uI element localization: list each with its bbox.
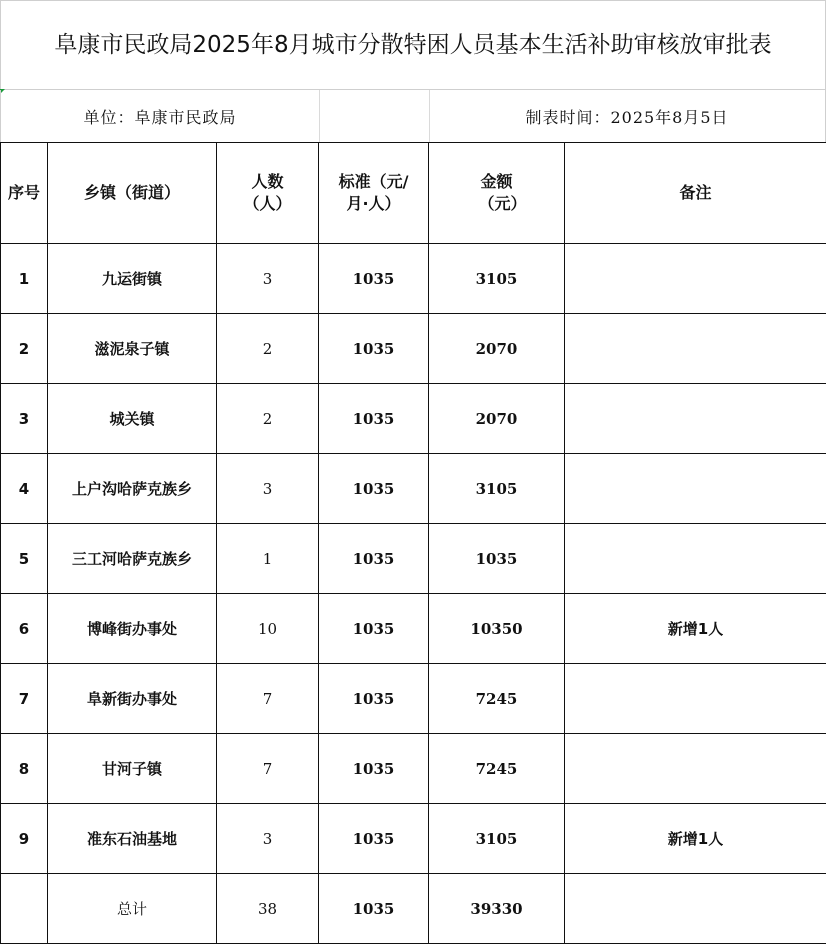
header-note: 备注 (565, 143, 826, 244)
total-label: 总计 (48, 874, 217, 944)
cell-town: 甘河子镇 (48, 734, 217, 804)
cell-amount: 1035 (429, 524, 565, 594)
cell-seq: 9 (1, 804, 48, 874)
table-row (1, 524, 826, 594)
cell-seq: 3 (1, 384, 48, 454)
cell-count: 2 (217, 314, 319, 384)
cell-amount: 7245 (429, 664, 565, 734)
cell-count: 1 (217, 524, 319, 594)
cell-note: 新增1人 (565, 594, 826, 664)
total-count: 38 (217, 874, 319, 944)
cell-standard: 1035 (319, 314, 429, 384)
header-count: 人数（人） (217, 143, 319, 244)
table-row (1, 734, 826, 804)
cell-standard: 1035 (319, 384, 429, 454)
unit-label: 单位：阜康市民政局 (83, 107, 237, 127)
cell-amount: 3105 (429, 454, 565, 524)
total-row (1, 874, 826, 944)
cell-amount: 3105 (429, 804, 565, 874)
table-row (1, 804, 826, 874)
cell-note (565, 314, 826, 384)
total-standard: 1035 (319, 874, 429, 944)
cell-amount: 10350 (429, 594, 565, 664)
table-row (1, 244, 826, 314)
cell-count: 7 (217, 664, 319, 734)
cell-count: 3 (217, 454, 319, 524)
cell-amount: 2070 (429, 384, 565, 454)
meta-row (0, 90, 826, 142)
cell-count: 10 (217, 594, 319, 664)
meta-divider (319, 90, 320, 142)
cell-count: 3 (217, 804, 319, 874)
header-amount: 金额（元） (429, 143, 565, 244)
cell-town: 滋泥泉子镇 (48, 314, 217, 384)
cell-town: 三工河哈萨克族乡 (48, 524, 217, 594)
cell-standard: 1035 (319, 664, 429, 734)
table-row (1, 384, 826, 454)
cell-town: 准东石油基地 (48, 804, 217, 874)
cell-seq: 7 (1, 664, 48, 734)
cell-town: 阜新街办事处 (48, 664, 217, 734)
header-town: 乡镇（街道） (48, 143, 217, 244)
cell-note (565, 244, 826, 314)
cell-seq-empty (1, 874, 48, 944)
total-note (565, 874, 826, 944)
cell-count: 2 (217, 384, 319, 454)
cell-seq: 2 (1, 314, 48, 384)
header-seq: 序号 (1, 143, 48, 244)
date-label: 制表时间：2025年8月5日 (525, 107, 729, 127)
cell-standard: 1035 (319, 524, 429, 594)
cell-note (565, 734, 826, 804)
cell-standard: 1035 (319, 454, 429, 524)
table-row (1, 594, 826, 664)
table-row (1, 314, 826, 384)
page-title-text: 阜康市民政局2025年8月城市分散特困人员基本生活补助审核放审批表 (54, 32, 772, 58)
header-standard: 标准（元/月·人） (319, 143, 429, 244)
table-row (1, 454, 826, 524)
cell-seq: 1 (1, 244, 48, 314)
cell-count: 7 (217, 734, 319, 804)
cell-town: 城关镇 (48, 384, 217, 454)
table-header-row (1, 143, 826, 244)
cell-standard: 1035 (319, 804, 429, 874)
total-amount: 39330 (429, 874, 565, 944)
cell-amount: 2070 (429, 314, 565, 384)
cell-amount: 3105 (429, 244, 565, 314)
cell-amount: 7245 (429, 734, 565, 804)
cell-seq: 5 (1, 524, 48, 594)
cell-seq: 8 (1, 734, 48, 804)
cell-count: 3 (217, 244, 319, 314)
cell-note: 新增1人 (565, 804, 826, 874)
cell-standard: 1035 (319, 244, 429, 314)
cell-note (565, 384, 826, 454)
cell-town: 博峰街办事处 (48, 594, 217, 664)
cell-note (565, 524, 826, 594)
cell-seq: 4 (1, 454, 48, 524)
cell-standard: 1035 (319, 594, 429, 664)
table-row (1, 664, 826, 734)
cell-note (565, 454, 826, 524)
page-title (0, 0, 826, 90)
approval-table (0, 142, 826, 944)
cell-town: 上户沟哈萨克族乡 (48, 454, 217, 524)
cell-town: 九运街镇 (48, 244, 217, 314)
cell-seq: 6 (1, 594, 48, 664)
cell-note (565, 664, 826, 734)
cell-standard: 1035 (319, 734, 429, 804)
